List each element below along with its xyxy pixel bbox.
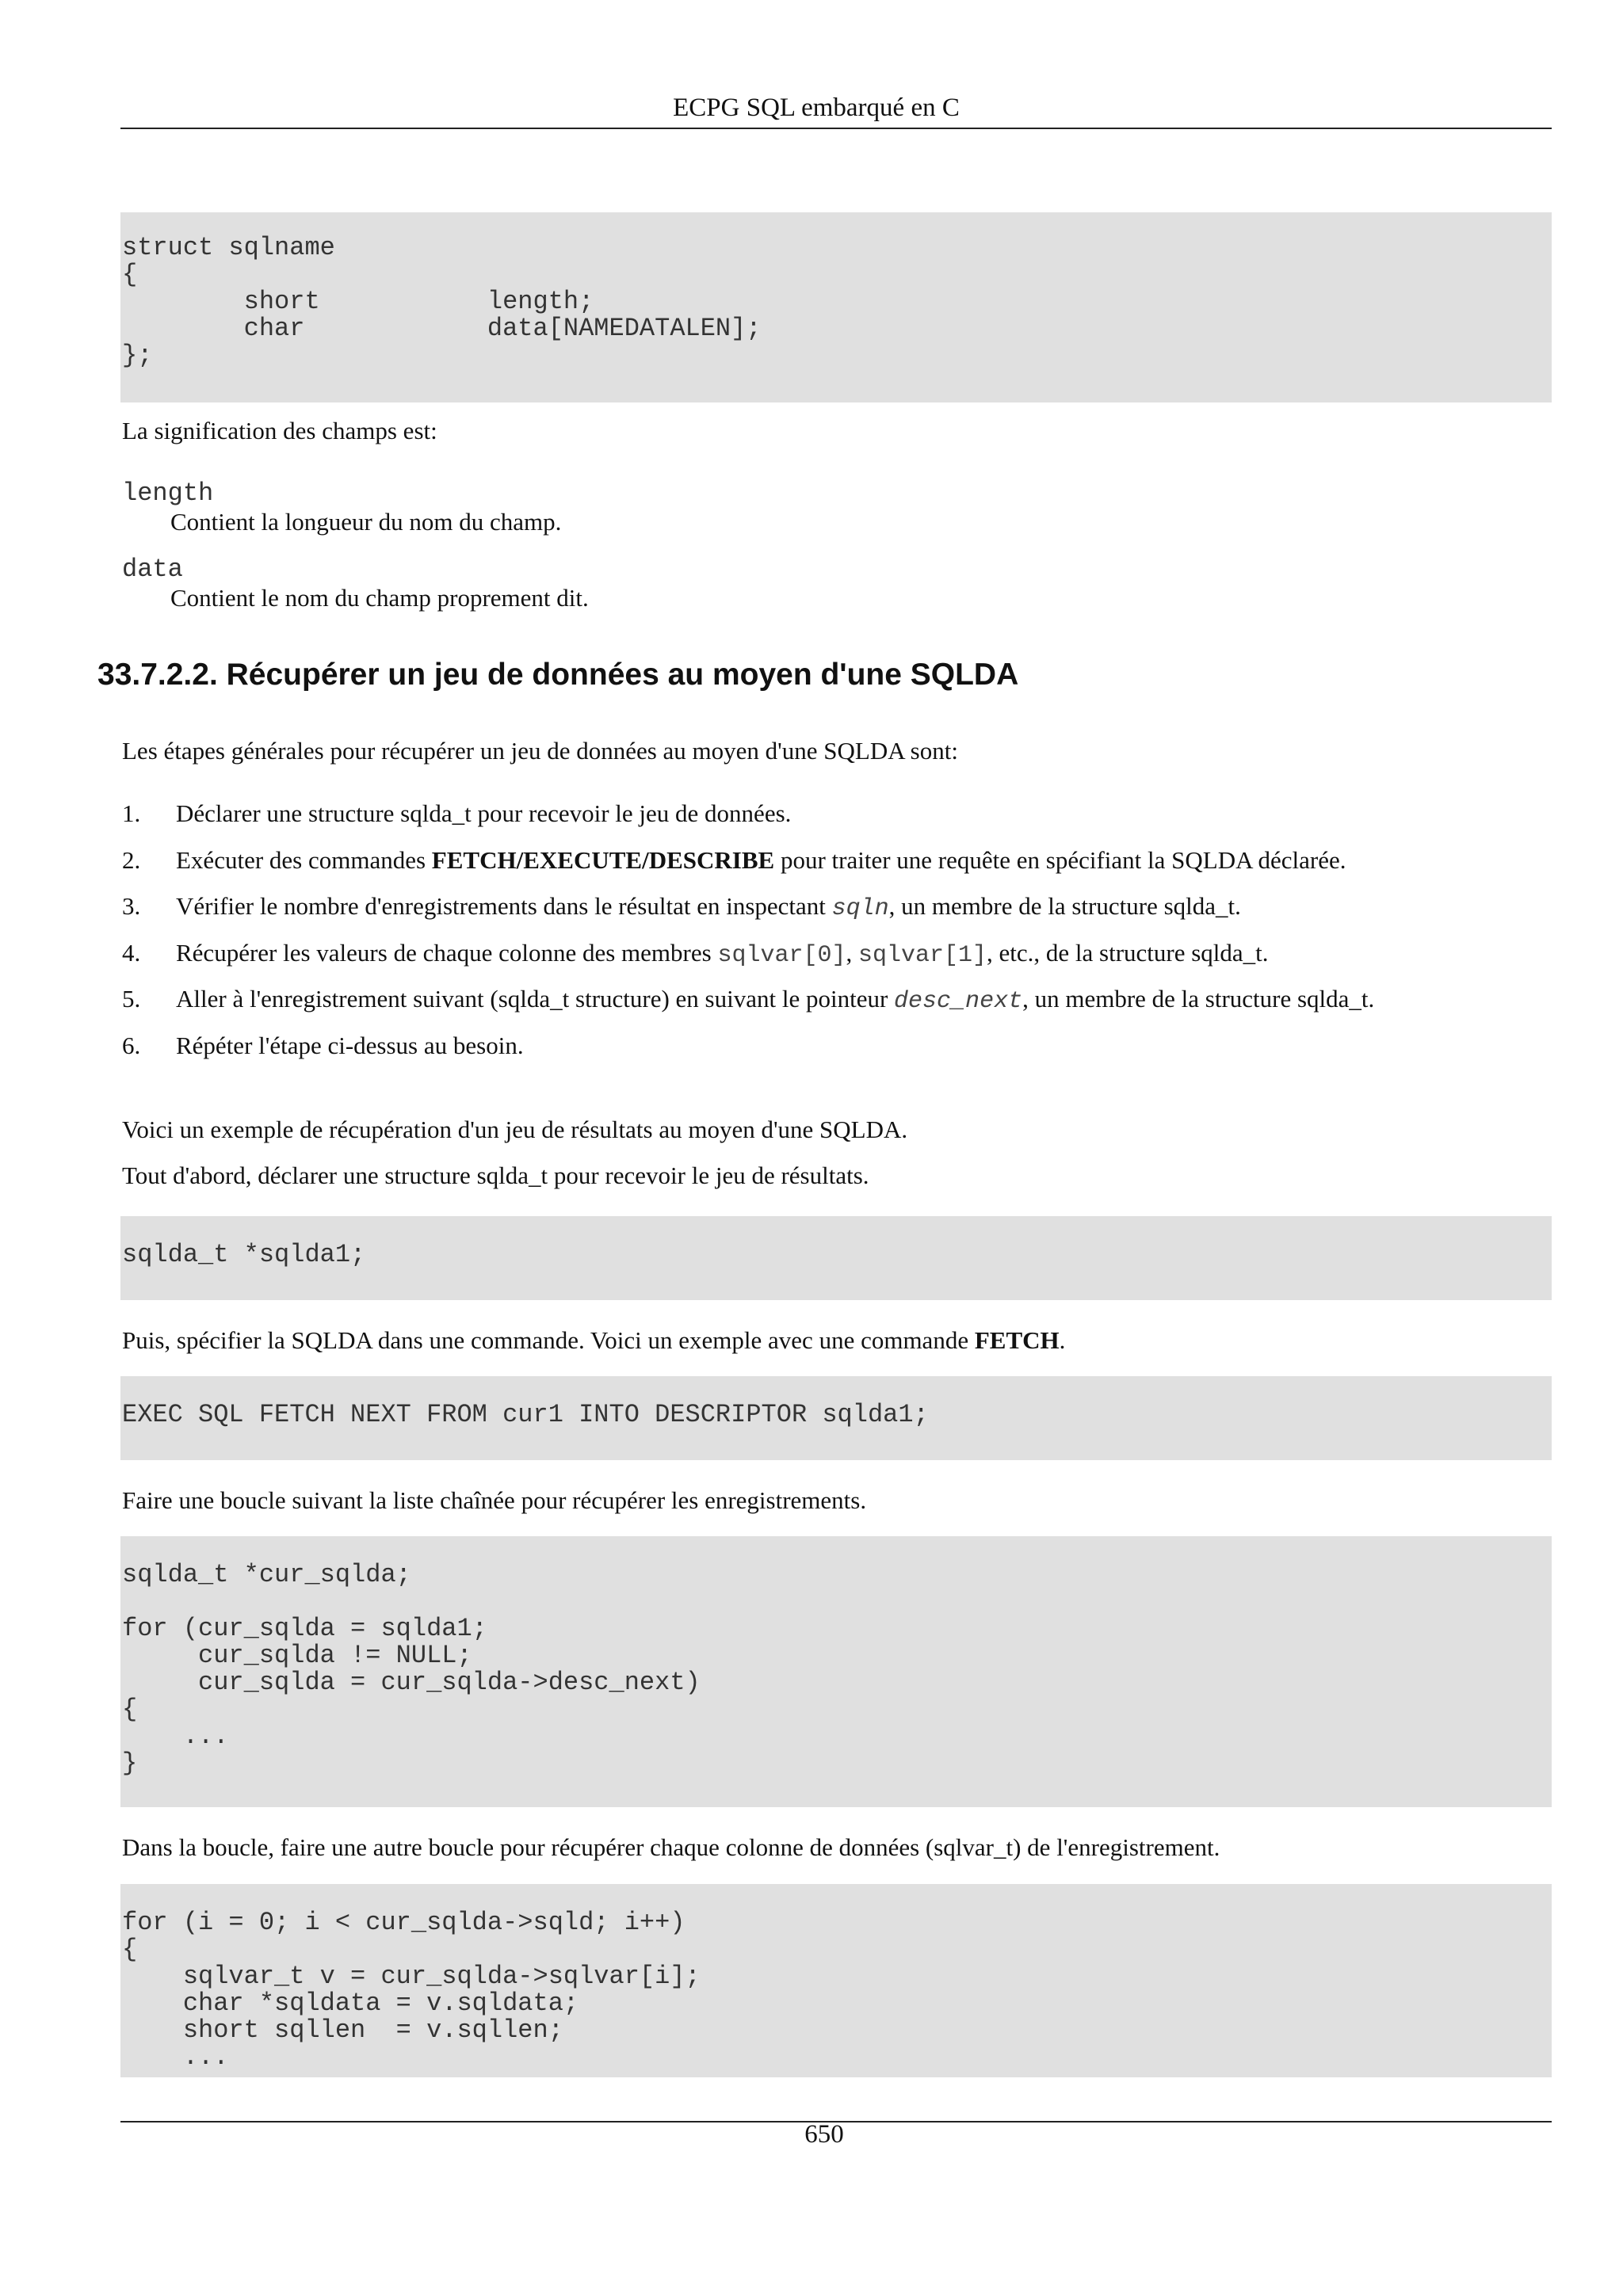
field-desc-length: Contient la longueur du nom du champ. (170, 508, 562, 536)
code-block-declare: sqlda_t *sqlda1; (120, 1216, 1552, 1300)
code-block-fetch: EXEC SQL FETCH NEXT FROM cur1 INTO DESCRIPTOR sqlda1; (120, 1376, 1552, 1460)
step-5: Aller à l'enregistrement suivant (sqlda_t structure) en suivant le pointeur desc_next, un membre de la structure sqlda_t. (176, 985, 1375, 1015)
step-2: Exécuter des commandes FETCH/EXECUTE/DESCRIBE pour traiter une requête en spécifiant la SQLDA déclarée. (176, 846, 1346, 874)
step-number: 2. (122, 846, 141, 874)
step-3: Vérifier le nombre d'enregistrements dans le résultat en inspectant sqln, un membre de la structure sqlda_t. (176, 892, 1241, 922)
step-4: Récupérer les valeurs de chaque colonne des membres sqlvar[0], sqlvar[1], etc., de la structure sqlda_t. (176, 939, 1269, 969)
inner-intro: Dans la boucle, faire une autre boucle pour récupérer chaque colonne de données (sqlvar_t) de l'enregistrement. (122, 1833, 1220, 1861)
step-6: Répéter l'étape ci-dessus au besoin. (176, 1032, 524, 1059)
step-number: 5. (122, 985, 141, 1013)
page-number: 650 (804, 2120, 844, 2149)
header-rule (120, 128, 1552, 129)
fields-intro: La signification des champs est: (122, 417, 437, 444)
loop-intro: Faire une boucle suivant la liste chaînée pour récupérer les enregistrements. (122, 1486, 867, 1514)
code-block-inner: for (i = 0; i < cur_sqlda->sqld; i++) { sqlvar_t v = cur_sqlda->sqlvar[i]; char *sqldata = v.sqldata; short sqllen = v.sqllen; ... (120, 1884, 1552, 2077)
step-number: 6. (122, 1032, 141, 1059)
running-header: ECPG SQL embarqué en C (673, 93, 960, 122)
steps-intro: Les étapes générales pour récupérer un jeu de données au moyen d'une SQLDA sont: (122, 737, 958, 765)
step-number: 3. (122, 892, 141, 920)
section-heading: 33.7.2.2. Récupérer un jeu de données au moyen d'une SQLDA (97, 658, 1019, 692)
step-1: Déclarer une structure sqlda_t pour recevoir le jeu de données. (176, 799, 792, 827)
step-number: 4. (122, 939, 141, 967)
fetch-intro: Puis, spécifier la SQLDA dans une commande. Voici un exemple avec une commande FETCH. (122, 1326, 1066, 1354)
code-block-loop: sqlda_t *cur_sqlda; for (cur_sqlda = sqlda1; cur_sqlda != NULL; cur_sqlda = cur_sqlda->desc_next) { ... } (120, 1536, 1552, 1807)
field-term-data: data (122, 555, 183, 584)
step-number: 1. (122, 799, 141, 827)
code-block-sqlname: struct sqlname { short length; char data[NAMEDATALEN]; }; (120, 212, 1552, 402)
declare-intro: Tout d'abord, déclarer une structure sqlda_t pour recevoir le jeu de résultats. (122, 1161, 869, 1189)
example-intro: Voici un exemple de récupération d'un jeu de résultats au moyen d'une SQLDA. (122, 1116, 908, 1143)
field-term-length: length (122, 479, 214, 508)
field-desc-data: Contient le nom du champ proprement dit. (170, 584, 589, 612)
